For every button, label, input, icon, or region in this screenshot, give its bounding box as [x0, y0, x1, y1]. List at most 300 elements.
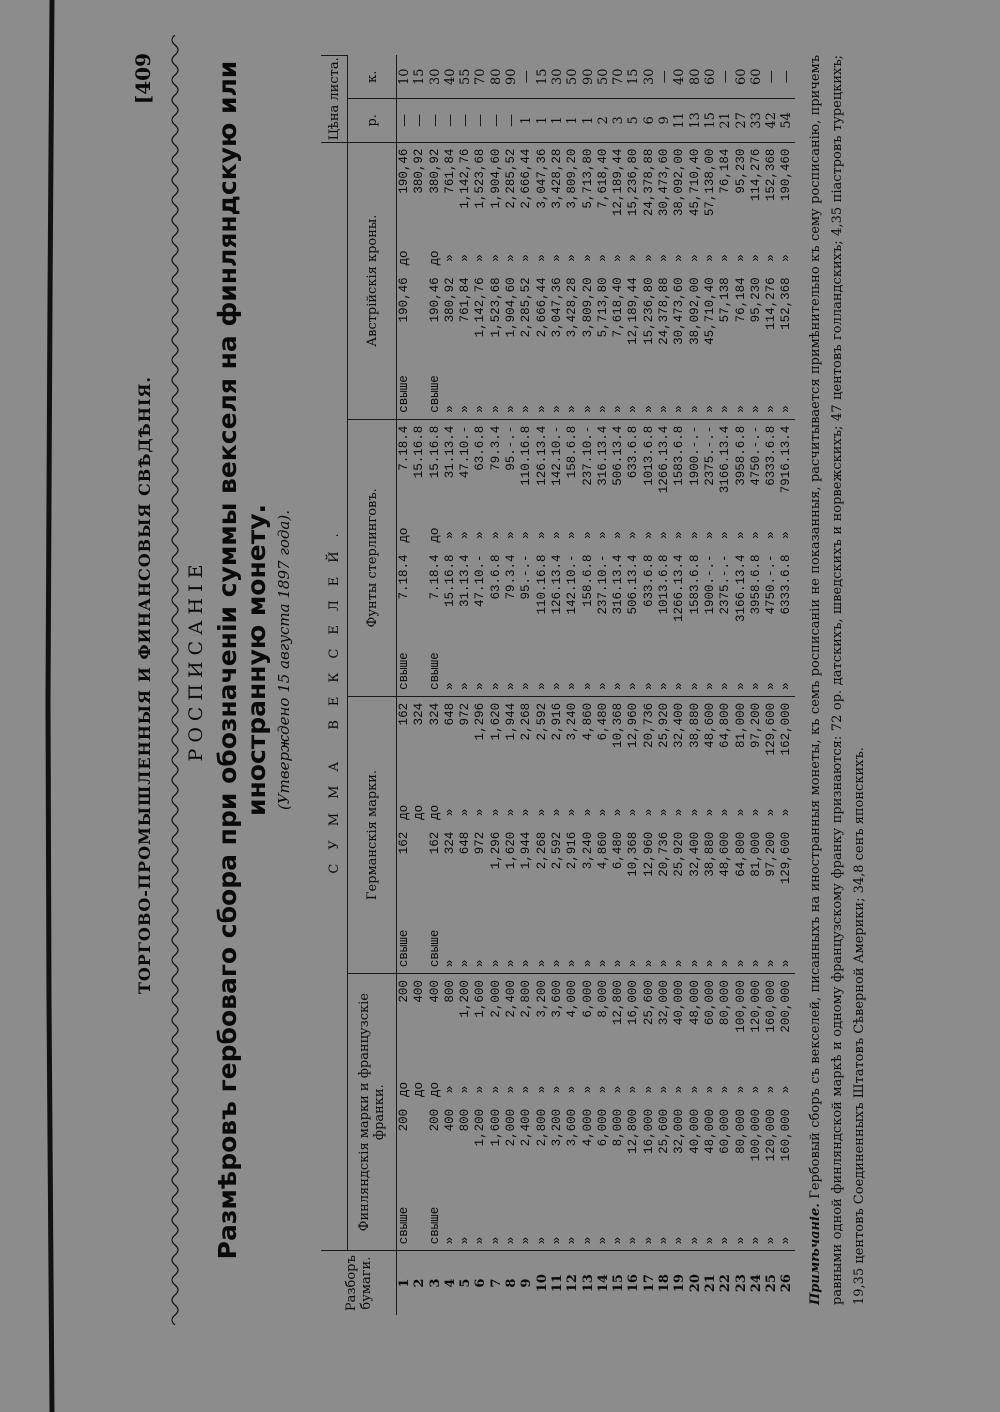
german-range-to-word: до: [397, 804, 411, 820]
pounds-range-from-value: 7.18.4: [397, 554, 411, 600]
german-range: [565, 696, 580, 973]
german-range: [473, 696, 488, 973]
pounds-range: [718, 419, 733, 696]
german-range-from-word: »: [458, 959, 473, 968]
pounds-range-from-word: »: [779, 682, 794, 690]
price-kopecks: 70: [473, 68, 489, 86]
pounds-range: [519, 419, 534, 696]
pounds-range-from-word: »: [702, 682, 717, 690]
austrian-range-to-value: 3,809,20: [565, 148, 580, 209]
austrian-range: [596, 142, 611, 419]
pounds-range-to-value: 506.13.4: [611, 425, 626, 486]
pounds-range-from-value: 47.10.-: [473, 554, 488, 608]
pounds-range: [703, 419, 718, 696]
austrian-range-to-word: »: [733, 254, 748, 262]
pounds-range-from-word: »: [488, 682, 503, 690]
price-kopecks: —: [718, 70, 734, 84]
finnish-range-from-value: 2,400: [519, 1108, 534, 1147]
price-kopecks: —: [779, 70, 795, 84]
finnish-range-from-word: [412, 1204, 427, 1244]
austrian-range-from-word: »: [519, 405, 534, 413]
pounds-range-to-value: 1900.-.-: [687, 425, 702, 486]
finnish-range-to-value: 160,000: [764, 980, 779, 1033]
table-row: [535, 56, 550, 1316]
finnish-range-to-value: 16,000: [626, 980, 641, 1026]
finnish-range-to-word: »: [748, 1085, 763, 1094]
row-number: 17: [642, 1251, 657, 1315]
austrian-range-to-word: »: [611, 254, 626, 262]
table-row: [749, 56, 764, 1316]
pounds-range-to-value: 1013.6.8: [641, 425, 656, 486]
price-roubles: 2: [596, 99, 611, 143]
pounds-range: [504, 419, 519, 696]
austrian-range-from-word: »: [672, 405, 687, 413]
finnish-range-from-word: »: [549, 1236, 564, 1245]
finnish-range-from-value: 40,000: [687, 1108, 702, 1154]
table-row: [611, 56, 626, 1316]
austrian-range: [504, 142, 519, 419]
german-range-from-word: »: [595, 959, 610, 968]
pounds-range-to-value: 158.6.8: [565, 425, 580, 479]
pounds-range-to-word: »: [718, 531, 733, 539]
price-kopecks: —: [764, 70, 780, 84]
finnish-range-from-word: »: [565, 1236, 580, 1245]
pounds-range-to-word: до: [427, 527, 442, 543]
austrian-range-from-value: 2,666,44: [534, 277, 549, 338]
german-range-to-value: 2,916: [549, 702, 564, 741]
austrian-range-from-value: 5,713,80: [595, 277, 610, 338]
pounds-range: [734, 419, 749, 696]
running-title: ТОРГОВО-ПРОМЫШЛЕННЫЯ И ФИНАНСОВЫЯ СВѢДѢНIЯ.: [135, 375, 154, 995]
german-range-to-value: 10,368: [611, 702, 626, 748]
pounds-range-from-word: »: [687, 682, 702, 690]
pounds-range: [443, 419, 458, 696]
pounds-range-to-value: 142.10.-: [549, 425, 564, 486]
austrian-range: [672, 142, 687, 419]
finnish-range-to-value: 1,600: [473, 980, 488, 1018]
pounds-range-to-value: 63.6.8: [473, 425, 488, 471]
german-range-from-value: 648: [458, 831, 473, 855]
austrian-range-from-word: »: [580, 405, 595, 413]
pounds-range: [535, 419, 550, 696]
german-range: [519, 696, 534, 973]
austrian-range-from-value: 3,809,20: [580, 277, 595, 338]
table-row: [672, 56, 687, 1316]
austrian-range: [779, 142, 794, 419]
table-row: [428, 56, 443, 1316]
austrian-range: [626, 142, 641, 419]
austrian-range-to-value: 95,230: [733, 148, 748, 194]
finnish-range: [565, 974, 580, 1251]
german-range-to-word: »: [534, 808, 549, 817]
pounds-range: [688, 419, 703, 696]
austrian-range-to-word: »: [764, 254, 779, 262]
finnish-range-from-value: 1,200: [473, 1108, 488, 1147]
german-range: [657, 696, 672, 973]
german-range: [718, 696, 733, 973]
price-roubles: 13: [688, 99, 703, 143]
german-range: [749, 696, 764, 973]
austrian-range-to-value: 1,904,60: [488, 148, 503, 209]
finnish-range: [535, 974, 550, 1251]
german-range: [550, 696, 565, 973]
german-range-to-value: 129,600: [764, 702, 779, 756]
price-kopecks: 50: [565, 68, 581, 86]
finnish-range-from-word: »: [718, 1236, 733, 1245]
austrian-range-from-value: 190,46: [427, 277, 442, 323]
pounds-range-from-value: 6333.6.8: [779, 554, 794, 615]
austrian-range-to-word: »: [519, 254, 534, 262]
finnish-range-from-word: »: [534, 1236, 549, 1245]
finnish-range: [734, 974, 749, 1251]
german-range: [703, 696, 718, 973]
austrian-range-to-value: 7,618,40: [595, 148, 610, 209]
finnish-range-to-value: 2,800: [519, 980, 534, 1018]
austrian-range-from-value: 95,230: [748, 277, 763, 323]
german-range-to-word: »: [657, 808, 672, 817]
pounds-range: [611, 419, 626, 696]
table-body: [397, 56, 795, 1316]
finnish-range: [412, 974, 427, 1251]
pounds-range-from-value: [412, 555, 427, 645]
german-range-to-word: »: [764, 808, 779, 817]
finnish-range-to-word: »: [764, 1085, 779, 1094]
price-roubles: —: [443, 99, 458, 143]
austrian-range-from-value: 15,236,80: [641, 277, 656, 345]
austrian-range-to-value: 2,666,44: [519, 148, 534, 209]
finnish-range-from-word: »: [488, 1236, 503, 1245]
finnish-range: [504, 974, 519, 1251]
pounds-range-from-value: 2375.-.-: [718, 554, 733, 615]
table-row: [642, 56, 657, 1316]
german-range-from-word: »: [733, 959, 748, 968]
german-range-from-value: 162: [427, 831, 442, 855]
finnish-range-from-value: 12,800: [626, 1108, 641, 1154]
table-row: [489, 56, 504, 1316]
austrian-range: [443, 142, 458, 419]
finnish-range-from-word: »: [611, 1236, 626, 1245]
row-number: 5: [458, 1251, 473, 1315]
finnish-range-to-value: 8,000: [595, 980, 610, 1018]
pounds-range-from-value: 158.6.8: [580, 554, 595, 608]
finnish-range-from-value: 100,000: [748, 1108, 763, 1162]
austrian-range-to-value: 12,189,44: [611, 148, 626, 217]
german-range-to-value: 324: [427, 702, 442, 726]
austrian-range: [764, 142, 779, 419]
finnish-range-from-word: »: [702, 1236, 717, 1245]
austrian-range-to-value: 5,713,80: [580, 148, 595, 209]
price-roubles: —: [397, 99, 413, 143]
pounds-range-from-word: »: [641, 682, 656, 690]
austrian-range-to-word: »: [748, 254, 763, 262]
german-range-to-word: »: [733, 808, 748, 817]
pounds-range-to-value: 6333.6.8: [764, 425, 779, 486]
german-range-from-value: 20,736: [657, 831, 672, 877]
pounds-range: [565, 419, 580, 696]
pounds-range-from-word: »: [733, 682, 748, 690]
finnish-range: [489, 974, 504, 1251]
german-range-to-word: »: [488, 808, 503, 817]
german-range-from-value: 48,600: [718, 831, 733, 877]
price-roubles: —: [489, 99, 504, 143]
footnote-label: Примѣчаніе.: [808, 1203, 823, 1305]
german-range: [458, 696, 473, 973]
german-range-from-word: »: [672, 959, 687, 968]
german-range-from-value: 38,880: [702, 831, 717, 877]
german-range-from-word: »: [764, 959, 779, 968]
price-roubles: 21: [718, 99, 733, 143]
pounds-range: [657, 419, 672, 696]
row-number: 23: [734, 1251, 749, 1315]
pounds-range-from-word: »: [549, 682, 564, 690]
german-range-from-word: »: [519, 959, 534, 968]
finnish-range: [458, 974, 473, 1251]
row-number: 8: [504, 1251, 519, 1315]
german-range-to-word: »: [702, 808, 717, 817]
austrian-range-to-value: 45,710,40: [687, 148, 702, 217]
price-roubles: 11: [672, 99, 687, 143]
german-range-from-value: 2,268: [534, 831, 549, 870]
finnish-range-to-value: 32,000: [657, 980, 672, 1026]
pounds-range: [764, 419, 779, 696]
german-range-from-word: [412, 927, 427, 967]
pounds-range-to-word: до: [397, 527, 411, 543]
finnish-range: [657, 974, 672, 1251]
price-roubles: 1: [581, 99, 596, 143]
german-range-from-value: 81,000: [748, 831, 763, 877]
pounds-range-to-word: »: [473, 531, 488, 539]
finnish-range-from-word: »: [442, 1236, 457, 1245]
pounds-range-to-value: 95.-.-: [504, 425, 519, 471]
austrian-range-from-value: 57,138: [718, 277, 733, 323]
table-row: [443, 56, 458, 1316]
finnish-range-from-value: 60,000: [718, 1108, 733, 1154]
finnish-range: [749, 974, 764, 1251]
finnish-range-from-word: »: [733, 1236, 748, 1245]
pounds-range-from-word: »: [519, 682, 534, 690]
finnish-range-to-value: 200,000: [779, 980, 794, 1033]
finnish-range-to-value: 1,200: [458, 980, 473, 1018]
footnote: [805, 55, 871, 1305]
row-number: 24: [749, 1251, 764, 1315]
german-range-from-value: 25,920: [672, 831, 687, 877]
pounds-range-from-value: 1583.6.8: [687, 554, 702, 615]
finnish-range-to-word: »: [733, 1085, 748, 1094]
pounds-range-from-word: »: [534, 682, 549, 690]
heading-subtitle: Размѣровъ гербоваго сбора при обозначенiи суммы векселя на финляндскую или иностранную монету.: [213, 60, 271, 1260]
austrian-range-from-value: 1,904,60: [504, 277, 519, 338]
pounds-range-from-value: 1900.-.-: [702, 554, 717, 615]
finnish-range-to-value: 25,600: [641, 980, 656, 1026]
document-heading: [177, 55, 293, 1265]
austrian-range-from-value: 38,092,00: [687, 277, 702, 345]
german-range-from-value: 2,916: [565, 831, 580, 870]
row-number: 14: [596, 1251, 611, 1315]
pounds-range-from-word: »: [657, 682, 672, 690]
austrian-range: [581, 142, 596, 419]
austrian-range-to-value: 761,84: [442, 148, 457, 194]
row-number: 11: [550, 1251, 565, 1315]
price-roubles: —: [412, 99, 427, 143]
pounds-range-from-word: »: [672, 682, 687, 690]
col-header-roubles: р.: [348, 99, 397, 143]
finnish-range-to-value: 3,200: [534, 980, 549, 1018]
pounds-range-to-value: 3166.13.4: [718, 425, 733, 494]
finnish-range-to-word: »: [595, 1085, 610, 1094]
austrian-range: [565, 142, 580, 419]
price-roubles: 15: [703, 99, 718, 143]
finnish-range-to-word: »: [488, 1085, 503, 1094]
pounds-range-from-value: 31.13.4: [458, 554, 473, 608]
table-row: [550, 56, 565, 1316]
finnish-range: [550, 974, 565, 1251]
pounds-range-to-word: »: [641, 531, 656, 539]
austrian-range-to-word: до: [397, 250, 411, 266]
finnish-range-from-word: »: [504, 1236, 519, 1245]
finnish-range: [626, 974, 641, 1251]
austrian-range-to-word: »: [702, 254, 717, 262]
row-number: 22: [718, 1251, 733, 1315]
german-range-to-word: »: [519, 808, 534, 817]
finnish-range-from-word: »: [473, 1236, 488, 1245]
pounds-range-from-word: »: [626, 682, 641, 690]
col-header-austrian-crowns: Австрiйскiя кроны.: [348, 142, 397, 419]
finnish-range-to-word: »: [672, 1085, 687, 1094]
austrian-range-from-value: 152,368: [779, 277, 794, 330]
german-range-to-value: 324: [412, 702, 427, 726]
pounds-range-from-value: 506.13.4: [626, 554, 641, 615]
pounds-range: [642, 419, 657, 696]
german-range-to-value: 1,944: [504, 702, 519, 741]
austrian-range-to-value: 3,047,36: [534, 148, 549, 209]
price-kopecks: 70: [611, 68, 627, 86]
table-row: [779, 56, 794, 1316]
finnish-range-to-word: »: [458, 1085, 473, 1094]
german-range-to-value: 648: [442, 702, 457, 726]
german-range-to-word: »: [626, 808, 641, 817]
pounds-range-to-word: [412, 521, 427, 549]
german-range: [397, 696, 413, 973]
german-range-from-word: свыше: [397, 929, 411, 968]
austrian-range-from-value: 12,189,44: [626, 277, 641, 345]
pounds-range: [779, 419, 794, 696]
finnish-range-to-value: 2,000: [488, 980, 503, 1018]
finnish-range-from-word: свыше: [427, 1206, 442, 1245]
pounds-range: [428, 419, 443, 696]
pounds-range-from-value: 3166.13.4: [733, 554, 748, 623]
german-range-to-value: 162,000: [779, 702, 794, 756]
german-range-from-word: »: [687, 959, 702, 968]
austrian-range-to-word: »: [473, 254, 488, 262]
finnish-range-from-value: 2,800: [534, 1108, 549, 1147]
finnish-range-from-value: 32,000: [672, 1108, 687, 1154]
austrian-range-from-value: 7,618,40: [611, 277, 626, 338]
german-range: [779, 696, 794, 973]
finnish-range-to-word: »: [442, 1085, 457, 1094]
finnish-range-from-value: 80,000: [733, 1108, 748, 1154]
price-roubles: 33: [749, 99, 764, 143]
german-range-from-word: »: [626, 959, 641, 968]
pounds-range-to-value: 110.16.8: [519, 425, 534, 486]
german-range: [611, 696, 626, 973]
german-range-to-value: 32,400: [672, 702, 687, 748]
finnish-range-to-word: »: [641, 1085, 656, 1094]
german-range-to-value: 38,880: [687, 702, 702, 748]
austrian-range-to-value: 190,46: [397, 148, 411, 194]
pounds-range-from-value: 79.3.4: [504, 554, 519, 600]
austrian-range-to-word: »: [641, 254, 656, 262]
finnish-range: [718, 974, 733, 1251]
row-number: 10: [535, 1251, 550, 1315]
price-kopecks: 15: [534, 68, 550, 86]
german-range-from-value: 3,240: [580, 831, 595, 870]
finnish-range-from-word: »: [748, 1236, 763, 1245]
finnish-range: [611, 974, 626, 1251]
price-kopecks: 90: [504, 68, 520, 86]
price-roubles: 5: [626, 99, 641, 143]
german-range-to-word: »: [611, 808, 626, 817]
row-number: 4: [443, 1251, 458, 1315]
price-roubles: 6: [642, 99, 657, 143]
finnish-range-to-word: »: [565, 1085, 580, 1094]
price-roubles: 1: [535, 99, 550, 143]
price-roubles: 1: [550, 99, 565, 143]
austrian-range-to-word: »: [779, 254, 794, 262]
row-number: 18: [657, 1251, 672, 1315]
austrian-range-to-word: »: [458, 254, 473, 262]
pounds-range-to-value: 3958.6.8: [733, 425, 748, 486]
german-range-to-value: 97,200: [748, 702, 763, 748]
finnish-range-from-value: 400: [442, 1108, 457, 1132]
finnish-range-from-value: 200: [427, 1108, 442, 1132]
german-range: [734, 696, 749, 973]
austrian-range-from-word: »: [473, 405, 488, 413]
pounds-range-to-word: »: [626, 531, 641, 539]
austrian-range-from-word: »: [458, 405, 473, 413]
finnish-range: [688, 974, 703, 1251]
german-range-to-word: »: [565, 808, 580, 817]
austrian-range-from-word: »: [611, 405, 626, 413]
austrian-range-to-word: »: [565, 254, 580, 262]
pounds-range-from-value: 1266.13.4: [672, 554, 687, 623]
finnish-range: [703, 974, 718, 1251]
finnish-range-from-value: 25,600: [657, 1108, 672, 1154]
austrian-range-to-word: »: [534, 254, 549, 262]
finnish-range-to-word: до: [427, 1081, 442, 1097]
table-row: [764, 56, 779, 1316]
austrian-range-from-value: 30,473,60: [672, 277, 687, 345]
finnish-range: [397, 974, 413, 1251]
pounds-range-to-word: »: [442, 531, 457, 539]
row-number: 19: [672, 1251, 687, 1315]
german-range-from-word: »: [702, 959, 717, 968]
finnish-range-from-value: 160,000: [779, 1108, 794, 1162]
finnish-range: [596, 974, 611, 1251]
price-kopecks: 55: [458, 68, 474, 86]
pounds-range-from-word: »: [764, 682, 779, 690]
finnish-range-to-value: 80,000: [718, 980, 733, 1026]
pounds-range-from-value: 316.13.4: [611, 554, 626, 615]
pounds-range-to-value: 7916.13.4: [779, 425, 794, 494]
german-range-from-word: »: [611, 959, 626, 968]
pounds-range-from-value: 142.10.-: [565, 554, 580, 615]
pounds-range-from-value: 63.6.8: [488, 554, 503, 600]
austrian-range-to-value: 190,460: [779, 148, 794, 202]
austrian-range: [703, 142, 718, 419]
finnish-range-to-value: 120,000: [748, 980, 763, 1033]
price-kopecks: 30: [549, 68, 565, 86]
german-range-to-word: »: [458, 808, 473, 817]
